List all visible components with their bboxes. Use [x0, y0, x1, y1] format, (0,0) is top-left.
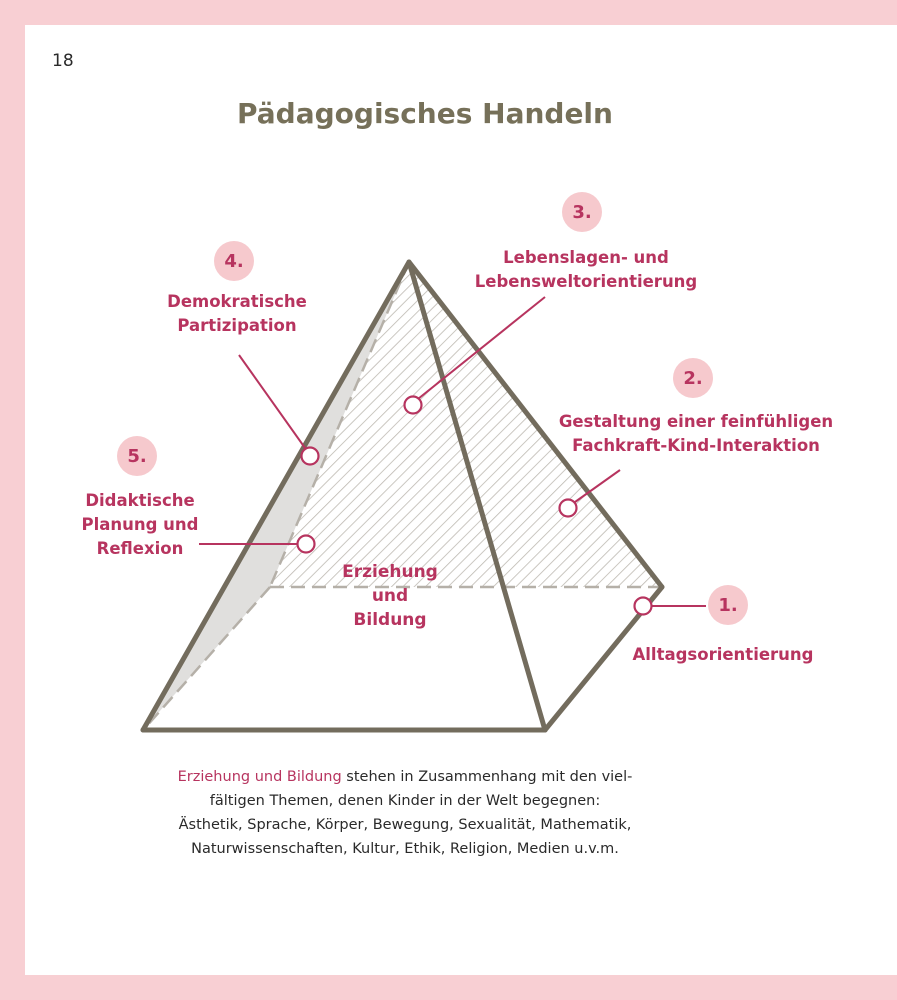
label-5-line-1: Didaktische: [85, 491, 195, 510]
caption-line-3: Ästhetik, Sprache, Körper, Bewegung, Sexualität, Mathematik,: [178, 817, 632, 833]
badge-4-number: 4.: [224, 251, 244, 272]
caption-line-1-text: stehen in Zusammenhang mit den viel-: [341, 769, 633, 785]
center-label-line-3: Bildung: [353, 610, 427, 630]
label-2-line-2: Fachkraft-Kind-Interaktion: [572, 436, 820, 455]
caption-highlight: Erziehung und Bildung: [177, 769, 342, 785]
label-2-line-1: Gestaltung einer feinfühligen: [558, 412, 834, 431]
page-title: Pädagogisches Handeln: [237, 97, 613, 130]
marker-5: [298, 536, 315, 553]
marker-1: [635, 598, 652, 615]
marker-2: [560, 500, 577, 517]
label-4-line-2: Partizipation: [177, 316, 297, 335]
marker-4: [302, 448, 319, 465]
label-1-line-1: Alltagsorientierung: [632, 645, 814, 664]
label-4-line-1: Demokratische: [167, 292, 307, 311]
center-label-line-1: Erziehung: [342, 562, 438, 582]
badge-2-number: 2.: [683, 368, 703, 389]
label-5-line-2: Planung und: [81, 515, 199, 534]
label-3-line-1: Lebenslagen- und: [503, 248, 669, 267]
page-number: 18: [52, 51, 74, 71]
caption-line-1: [105, 765, 705, 789]
label-5-line-3: Reflexion: [96, 539, 184, 558]
badge-3-number: 3.: [572, 202, 592, 223]
caption-line-2: fältigen Themen, denen Kinder in der Welt begegnen:: [209, 793, 601, 809]
badge-5-number: 5.: [127, 446, 147, 467]
marker-3: [405, 397, 422, 414]
caption: [105, 765, 705, 861]
page: [25, 25, 897, 975]
badge-1-number: 1.: [718, 595, 738, 616]
label-3-line-2: Lebensweltorientierung: [474, 272, 698, 291]
hidden-edge-base: [145, 587, 270, 728]
caption-line-4: Naturwissenschaften, Kultur, Ethik, Religion, Medien u.v.m.: [191, 841, 619, 857]
center-label-line-2: und: [371, 586, 409, 606]
